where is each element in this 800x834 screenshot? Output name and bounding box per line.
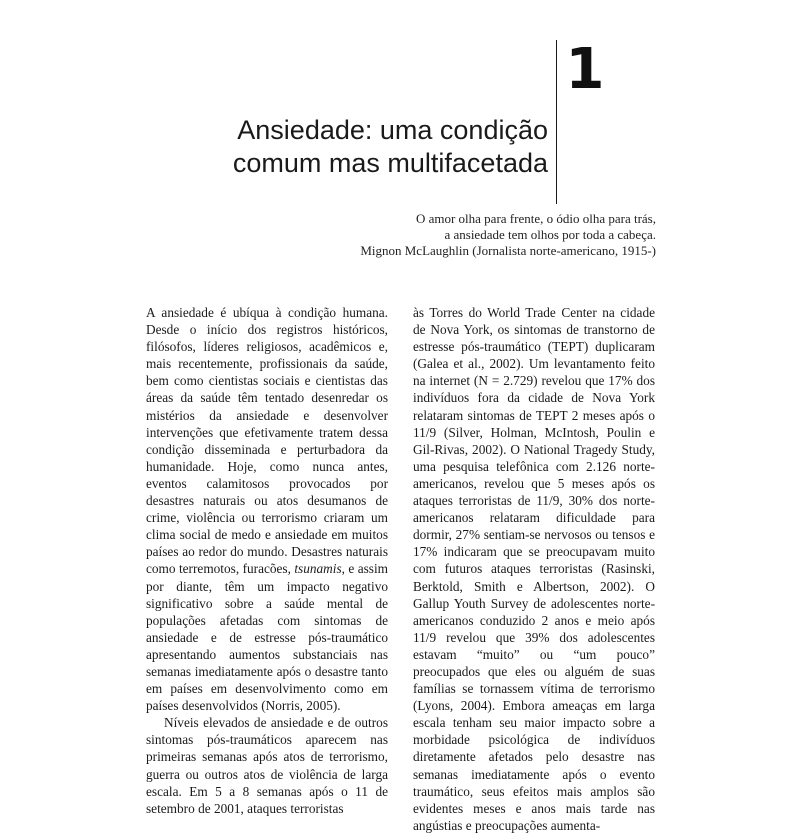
body-paragraph-3: às Torres do World Trade Center na cidade de Nova York, os sintomas de transtorno de estresse pós-traumático (TEPT) duplicaram (Galea et al., 2002). Um levantamento feito na internet (N = 2.729) revelou que 17% dos indivíduos fora da cidade de Nova York relataram sintomas de TEPT 2 meses após o 11/9 (Silver, Holman, McIntosh, Poulin e Gil-Rivas, 2002). O National Tragedy Study, uma pesquisa telefônica com 2.126 norte-americanos, revelou que 5 meses após os ataques terroristas de 11/9, 30% dos norte-americanos relataram dificuldade para dormir, 27% sentiam-se nervosos ou tensos e 17% indicaram que se preocupavam muito com futuros ataques terroristas (Rasinski, Berktold, Smith e Albertson, 2002). O Gallup Youth Survey de adolescentes norte-americanos conduzido 2 anos e meio após 11/9 revelou que 39% dos adolescentes estavam “muito” ou “um pouco” preocupados que eles ou alguém de suas famílias se tornassem vítima de terrorismo (Lyons, 2004). Embora ameaças em larga escala tenham seu maior impacto sobre a morbidade psicológica de indivíduos diretamente afetados pelo desastre nas semanas imediatamente após o evento traumático, seus efeitos mais amplos são evidentes meses e anos mais tarde nas angústias e preocupações aumenta- — [413, 305, 655, 833]
body-paragraph-2: Níveis elevados de ansiedade e de outros sintomas pós-traumáticos aparecem nas primeiras semanas após atos de terrorismo, guerra ou outros atos de violência de larga escala. Em 5 a 8 semanas após o 11 de setembro de 2001, ataques terroristas — [146, 715, 388, 816]
chapter-number: 1 — [565, 37, 605, 102]
paragraph-1-text-a: A ansiedade é ubíqua à condição humana. Desde o início dos registros históricos, filósofos, líderes religiosos, acadêmicos e, mais recentemente, profissionais da saúde, bem como cientistas sociais e cientistas das áreas da saúde têm tentado desenredar os mistérios da ansiedade e desenvolver intervenções que efetivamente tratem dessa condição disseminada e perturbadora da humanidade. Hoje, como nunca antes, eventos calamitosos provocados por desastres naturais ou atos desumanos de crime, violência ou terrorismo criaram um clima social de medo e ansiedade em muitos países ao redor do mundo. Desastres naturais como terremotos, furacões, — [146, 305, 388, 577]
paragraph-1-text-b: , e assim por diante, têm um impacto negativo significativo sobre a saúde mental de populações afetadas com sintomas de ansiedade e de estresse pós-traumático apresentando aumentos substanciais nas semanas imediatamente após o desastre tanto em países em desenvolvimento como em países desenvolvidos (Norris, 2005). — [146, 561, 388, 714]
epigraph — [360, 211, 656, 259]
epigraph-line-2: a ansiedade tem olhos por toda a cabeça. — [444, 227, 656, 242]
body-column-left — [146, 304, 388, 817]
paragraph-1-italic-term: tsunamis — [294, 561, 342, 577]
chapter-title-line-1: Ansiedade: uma condição — [237, 115, 548, 145]
chapter-divider-line — [556, 40, 557, 204]
epigraph-line-1: O amor olha para frente, o ódio olha para trás, — [415, 211, 656, 226]
body-paragraph-1 — [146, 304, 388, 714]
chapter-title — [233, 114, 548, 180]
chapter-title-line-2: comum mas multifacetada — [232, 148, 548, 178]
epigraph-attribution: Mignon McLaughlin (Jornalista norte-americano, 1915-) — [360, 243, 656, 258]
body-column-right — [413, 304, 655, 834]
